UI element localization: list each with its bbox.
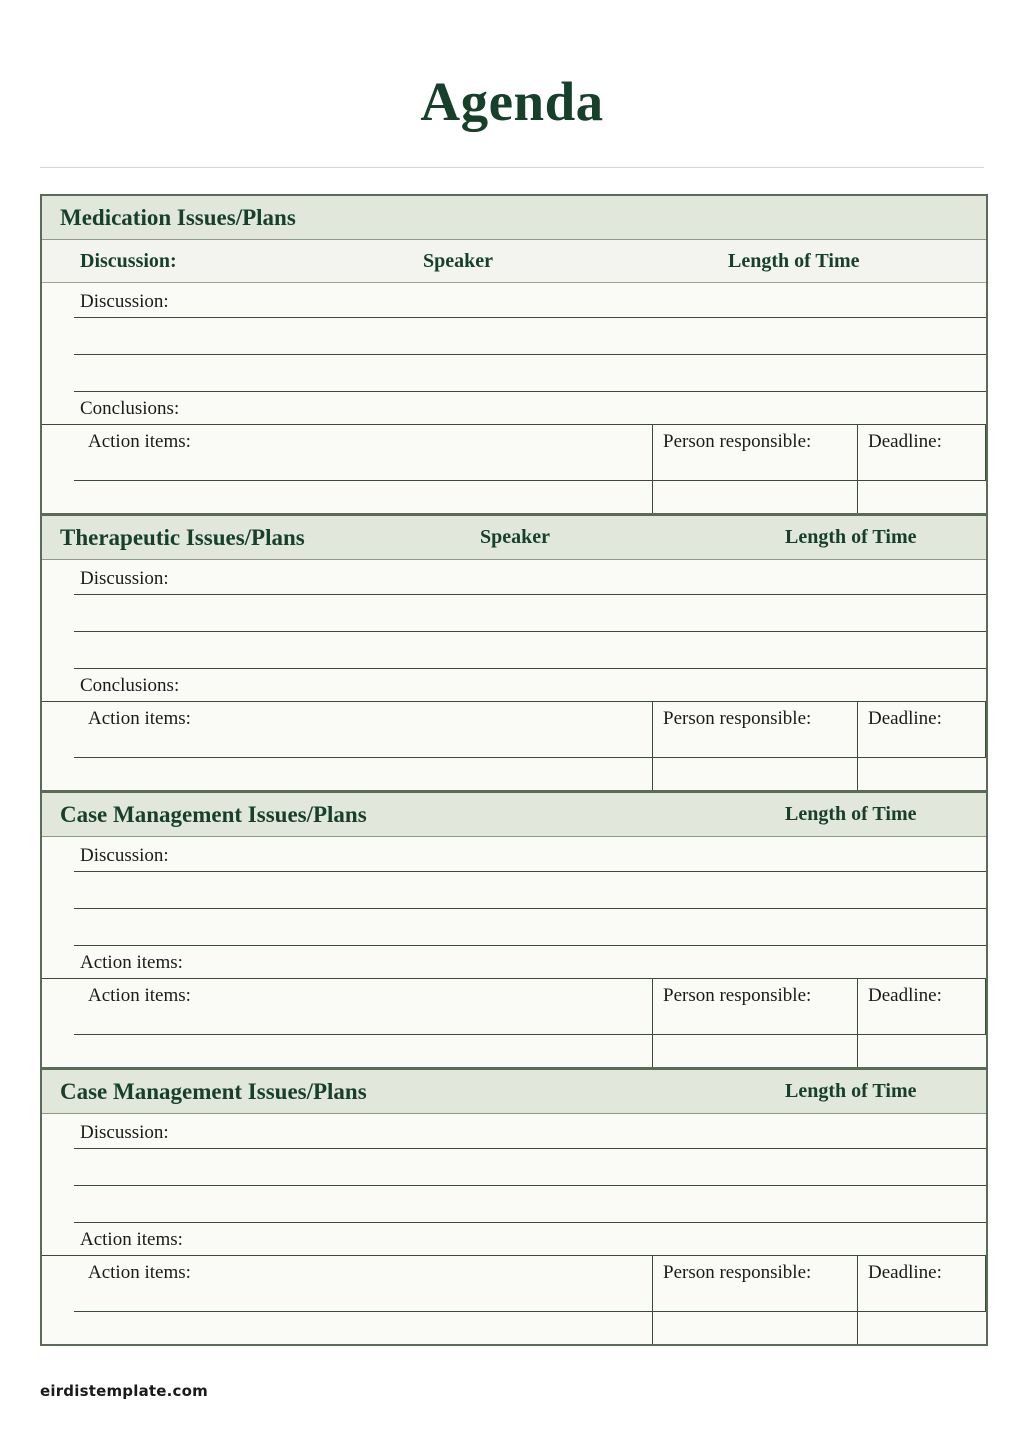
- discussion-block-medication: [42, 283, 986, 392]
- deadline-cell[interactable]: [858, 979, 986, 1035]
- action-items-grid-case-management-1: [42, 979, 986, 1067]
- discussion-write-line-1[interactable]: [42, 595, 986, 632]
- person-responsible-label: Person responsible:: [663, 985, 812, 1006]
- column-header-row-medication: [42, 240, 986, 283]
- person-responsible-cell[interactable]: [653, 425, 858, 481]
- person-responsible-cell-empty[interactable]: [653, 1035, 858, 1067]
- action-items-label: Action items:: [88, 985, 191, 1006]
- conclusions-label: Conclusions:: [80, 675, 180, 696]
- action-items-grid-therapeutic: [42, 702, 986, 790]
- action-items-summary-label: Action items:: [80, 1229, 183, 1250]
- action-items-summary-row-case-management-1[interactable]: [42, 946, 986, 979]
- section-heading-label: Therapeutic Issues/Plans: [60, 524, 305, 550]
- action-items-label: Action items:: [88, 708, 191, 729]
- column-header-length-of-time: Length of Time: [785, 1080, 917, 1102]
- action-items-summary-row-case-management-2[interactable]: [42, 1223, 986, 1256]
- person-responsible-cell[interactable]: [653, 979, 858, 1035]
- action-items-cell-empty[interactable]: [42, 1312, 653, 1344]
- discussion-label-row[interactable]: [42, 560, 986, 595]
- person-responsible-cell[interactable]: [653, 702, 858, 758]
- discussion-write-line-1[interactable]: [42, 318, 986, 355]
- deadline-cell[interactable]: [858, 425, 986, 481]
- conclusions-row-medication[interactable]: [42, 392, 986, 425]
- section-heading-label: Medication Issues/Plans: [60, 204, 296, 230]
- action-items-cell[interactable]: [42, 1256, 653, 1312]
- discussion-write-line-2[interactable]: [42, 1186, 986, 1223]
- action-items-summary-label: Action items:: [80, 952, 183, 973]
- section-header-medication: [42, 196, 986, 240]
- discussion-label: Discussion:: [80, 1122, 169, 1143]
- page-title: Agenda: [420, 71, 604, 132]
- person-responsible-cell-empty[interactable]: [653, 1312, 858, 1344]
- agenda-table: [40, 194, 988, 1346]
- agenda-section-case-management-2: [42, 1070, 986, 1344]
- action-items-cell[interactable]: [42, 425, 653, 481]
- column-header-length-of-time: Length of Time: [785, 526, 917, 548]
- section-heading-label: Case Management Issues/Plans: [60, 801, 367, 827]
- column-header-speaker: Speaker: [480, 526, 550, 548]
- deadline-cell[interactable]: [858, 1256, 986, 1312]
- deadline-cell-empty[interactable]: [858, 1312, 986, 1344]
- title-area: [40, 0, 984, 168]
- discussion-write-line-1[interactable]: [42, 1149, 986, 1186]
- person-responsible-cell-empty[interactable]: [653, 481, 858, 513]
- action-items-cell[interactable]: [42, 979, 653, 1035]
- deadline-label: Deadline:: [868, 431, 942, 452]
- section-header-case-management-1: [42, 793, 986, 837]
- action-items-cell-empty[interactable]: [42, 481, 653, 513]
- section-header-therapeutic: [42, 516, 986, 560]
- discussion-write-line-2[interactable]: [42, 355, 986, 392]
- agenda-section-case-management-1: [42, 793, 986, 1070]
- column-header-speaker: Speaker: [423, 249, 493, 272]
- discussion-label-row[interactable]: [42, 837, 986, 872]
- column-header-length-of-time: Length of Time: [728, 249, 860, 272]
- action-items-cell-empty[interactable]: [42, 758, 653, 790]
- agenda-section-medication: [42, 196, 986, 516]
- person-responsible-label: Person responsible:: [663, 431, 812, 452]
- discussion-write-line-1[interactable]: [42, 872, 986, 909]
- deadline-label: Deadline:: [868, 708, 942, 729]
- discussion-block-case-management-1: [42, 837, 986, 946]
- discussion-block-case-management-2: [42, 1114, 986, 1223]
- deadline-cell[interactable]: [858, 702, 986, 758]
- discussion-write-line-2[interactable]: [42, 632, 986, 669]
- action-items-grid-medication: [42, 425, 986, 513]
- deadline-label: Deadline:: [868, 985, 942, 1006]
- discussion-block-therapeutic: [42, 560, 986, 669]
- discussion-label: Discussion:: [80, 568, 169, 589]
- discussion-write-line-2[interactable]: [42, 909, 986, 946]
- discussion-label-row[interactable]: [42, 1114, 986, 1149]
- person-responsible-label: Person responsible:: [663, 708, 812, 729]
- discussion-label-row[interactable]: [42, 283, 986, 318]
- person-responsible-cell-empty[interactable]: [653, 758, 858, 790]
- deadline-cell-empty[interactable]: [858, 758, 986, 790]
- discussion-label: Discussion:: [80, 291, 169, 312]
- conclusions-label: Conclusions:: [80, 398, 180, 419]
- discussion-label: Discussion:: [80, 845, 169, 866]
- action-items-cell-empty[interactable]: [42, 1035, 653, 1067]
- agenda-section-therapeutic: [42, 516, 986, 793]
- deadline-cell-empty[interactable]: [858, 481, 986, 513]
- column-header-discussion: Discussion:: [80, 249, 177, 272]
- title-divider: [40, 167, 984, 168]
- action-items-cell[interactable]: [42, 702, 653, 758]
- deadline-label: Deadline:: [868, 1262, 942, 1283]
- section-heading-label: Case Management Issues/Plans: [60, 1078, 367, 1104]
- action-items-grid-case-management-2: [42, 1256, 986, 1344]
- deadline-cell-empty[interactable]: [858, 1035, 986, 1067]
- action-items-label: Action items:: [88, 1262, 191, 1283]
- section-header-case-management-2: [42, 1070, 986, 1114]
- person-responsible-label: Person responsible:: [663, 1262, 812, 1283]
- column-header-length-of-time: Length of Time: [785, 803, 917, 825]
- conclusions-row-therapeutic[interactable]: [42, 669, 986, 702]
- footer-watermark: eirdistemplate.com: [40, 1382, 208, 1400]
- person-responsible-cell[interactable]: [653, 1256, 858, 1312]
- action-items-label: Action items:: [88, 431, 191, 452]
